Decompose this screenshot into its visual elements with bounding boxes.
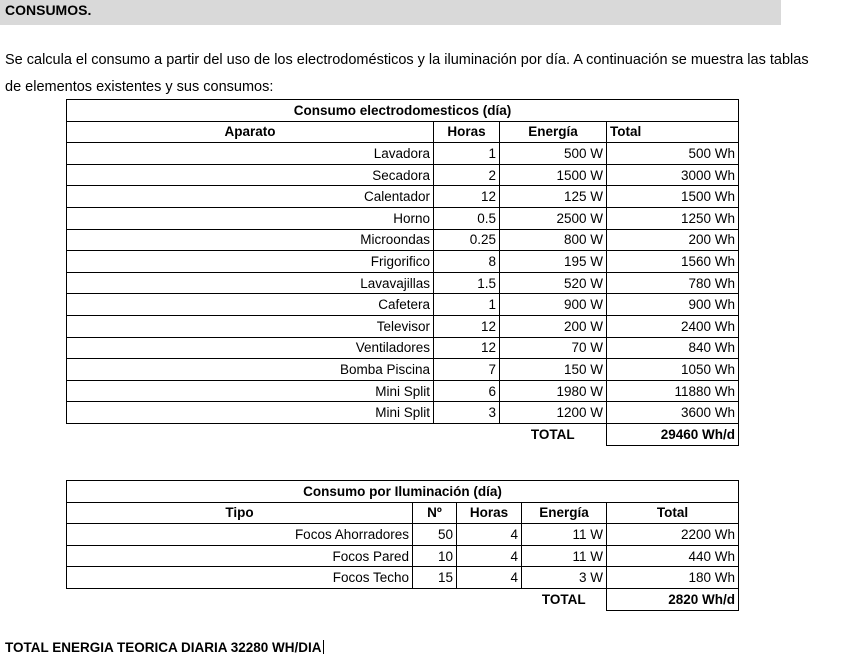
table-cell: 1980 W [500, 380, 607, 402]
table-row [67, 294, 739, 316]
table-cell: 1500 Wh [607, 186, 739, 208]
table-cell: 12 [434, 315, 500, 337]
table-cell: 800 W [500, 229, 607, 251]
lighting-total-label: TOTAL [541, 592, 586, 608]
table-cell: Cafetera [67, 294, 434, 316]
table-cell: 1200 W [500, 402, 607, 424]
table-cell: 440 Wh [607, 545, 739, 567]
table-cell: Focos Ahorradores [67, 524, 413, 546]
table-cell: 3 W [522, 567, 607, 589]
table-row [67, 186, 739, 208]
col-header-numero: Nº [413, 502, 457, 524]
table-cell: 520 W [500, 272, 607, 294]
col-header-aparato: Aparato [67, 121, 434, 143]
col-header-horas: Horas [457, 502, 522, 524]
table-cell: 12 [434, 337, 500, 359]
col-header-energia: Energía [500, 121, 607, 143]
table-row [67, 229, 739, 251]
table-cell: 11 W [522, 524, 607, 546]
table-cell: 2500 W [500, 207, 607, 229]
lighting-total-value: 2820 Wh/d [607, 588, 739, 610]
col-header-energia: Energía [522, 502, 607, 524]
col-header-total: Total [607, 121, 739, 143]
lighting-table-title: Consumo por Iluminación (día) [67, 481, 739, 503]
table-cell: 1 [434, 294, 500, 316]
table-row [67, 164, 739, 186]
table-cell: 150 W [500, 359, 607, 381]
spacer-cell [434, 423, 500, 445]
table-row [67, 545, 739, 567]
table-row [67, 272, 739, 294]
table-row [67, 567, 739, 589]
table-cell: 780 Wh [607, 272, 739, 294]
table-cell: 3 [434, 402, 500, 424]
text-cursor [323, 640, 324, 654]
col-header-horas: Horas [434, 121, 500, 143]
appliances-table-title: Consumo electrodomesticos (día) [67, 100, 739, 122]
table-cell: 1500 W [500, 164, 607, 186]
table-cell: 500 Wh [607, 143, 739, 165]
table-cell: Mini Split [67, 402, 434, 424]
section-heading-bar [0, 0, 781, 25]
intro-paragraph[interactable]: Se calcula el consumo a partir del uso de los electrodomésticos y la iluminación por día. A continuación se muestra las tablas de elementos existentes y sus consumos: [5, 52, 809, 95]
table-cell: 3600 Wh [607, 402, 739, 424]
table-row [67, 524, 739, 546]
table-cell: Ventiladores [67, 337, 434, 359]
table-cell: 195 W [500, 251, 607, 273]
section-title: CONSUMOS. [5, 2, 92, 18]
grand-total-text: TOTAL ENERGIA TEORICA DIARIA 32280 WH/DIA [5, 640, 322, 655]
table-cell: 125 W [500, 186, 607, 208]
table-row [67, 251, 739, 273]
table-cell: 15 [413, 567, 457, 589]
table-row [67, 402, 739, 424]
col-header-total: Total [607, 502, 739, 524]
table-cell: 1050 Wh [607, 359, 739, 381]
table-cell: 7 [434, 359, 500, 381]
table-cell: 50 [413, 524, 457, 546]
table-row [67, 337, 739, 359]
table-cell: 500 W [500, 143, 607, 165]
table-cell: 900 W [500, 294, 607, 316]
appliances-table [66, 99, 739, 446]
table-row [67, 207, 739, 229]
table-cell: 6 [434, 380, 500, 402]
spacer-cell [67, 588, 413, 610]
table-cell: 70 W [500, 337, 607, 359]
col-header-tipo: Tipo [67, 502, 413, 524]
table-cell: Lavavajillas [67, 272, 434, 294]
table-cell: 1 [434, 143, 500, 165]
table-cell: Frigorifico [67, 251, 434, 273]
table-row [67, 359, 739, 381]
table-cell: 1560 Wh [607, 251, 739, 273]
table-row [67, 315, 739, 337]
table-cell: 10 [413, 545, 457, 567]
table-cell: Microondas [67, 229, 434, 251]
table-cell: 900 Wh [607, 294, 739, 316]
table-cell: Lavadora [67, 143, 434, 165]
table-cell: 2 [434, 164, 500, 186]
table-cell: 8 [434, 251, 500, 273]
table-cell: Focos Techo [67, 567, 413, 589]
table-cell: 4 [457, 545, 522, 567]
spacer-cell [413, 588, 457, 610]
spacer-cell [67, 423, 434, 445]
table-cell: Mini Split [67, 380, 434, 402]
table-cell: Horno [67, 207, 434, 229]
table-cell: 0.25 [434, 229, 500, 251]
spacer-cell [457, 588, 522, 610]
table-cell: Focos Pared [67, 545, 413, 567]
table-cell: Calentador [67, 186, 434, 208]
table-cell: Bomba Piscina [67, 359, 434, 381]
table-cell: 840 Wh [607, 337, 739, 359]
table-cell: 2200 Wh [607, 524, 739, 546]
appliances-total-value: 29460 Wh/d [607, 423, 739, 445]
table-cell: 200 Wh [607, 229, 739, 251]
table-row [67, 380, 739, 402]
table-cell: 11880 Wh [607, 380, 739, 402]
grand-total-line[interactable] [5, 640, 324, 655]
lighting-table [66, 480, 739, 611]
table-cell: 3000 Wh [607, 164, 739, 186]
table-cell: 1250 Wh [607, 207, 739, 229]
table-cell: 1.5 [434, 272, 500, 294]
table-cell: Televisor [67, 315, 434, 337]
table-cell: 0.5 [434, 207, 500, 229]
table-cell: 11 W [522, 545, 607, 567]
table-cell: 4 [457, 567, 522, 589]
table-cell: 180 Wh [607, 567, 739, 589]
table-cell: 2400 Wh [607, 315, 739, 337]
table-cell: 12 [434, 186, 500, 208]
table-row [67, 143, 739, 165]
table-cell: 4 [457, 524, 522, 546]
table-cell: Secadora [67, 164, 434, 186]
table-cell: 200 W [500, 315, 607, 337]
appliances-total-label: TOTAL [530, 426, 575, 442]
